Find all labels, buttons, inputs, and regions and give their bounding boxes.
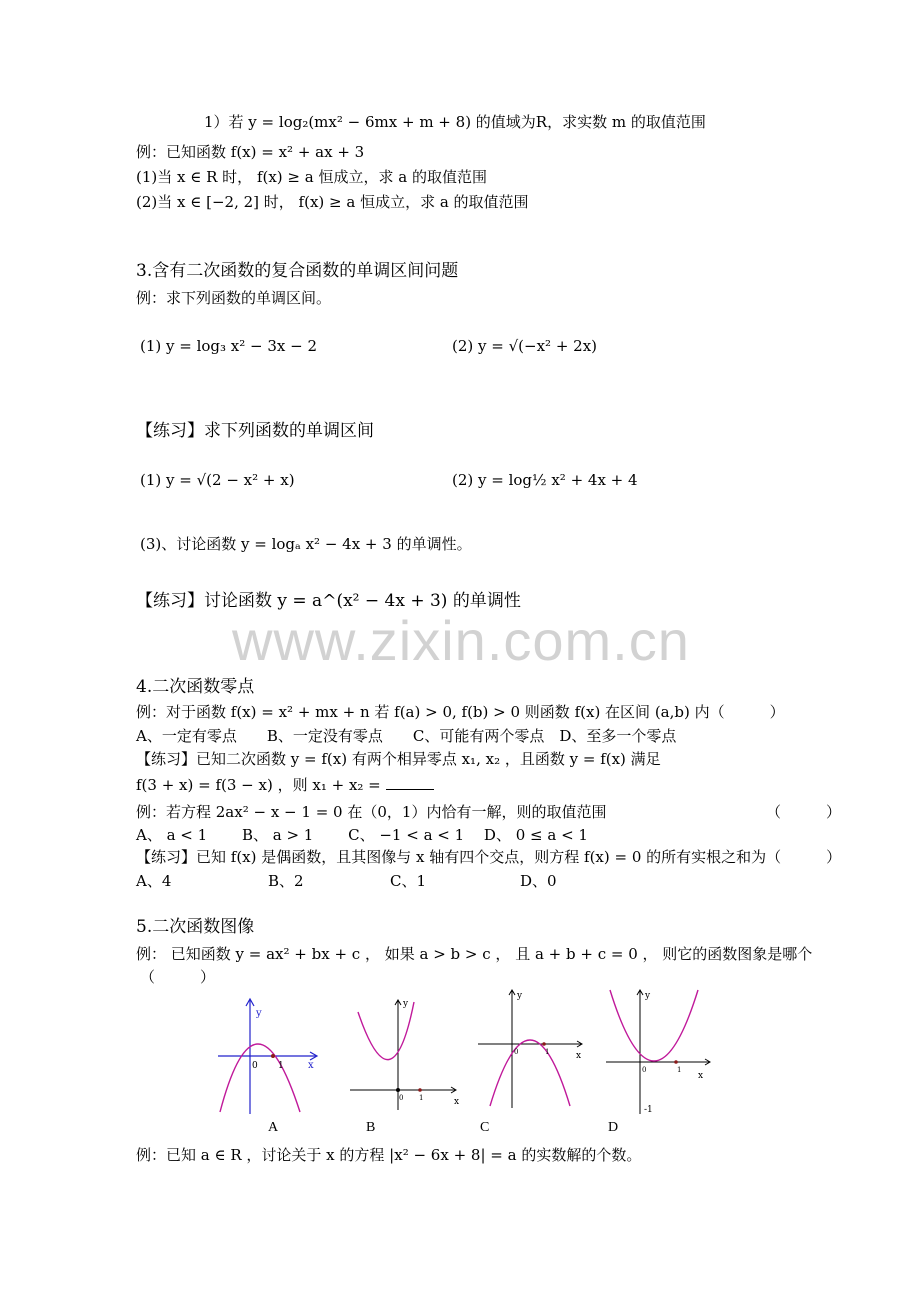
section-5-example-1-paren: （ ）	[140, 968, 216, 986]
section-4-example-2-options: A、 a < 1 B、 a > 1 C、 −1 < a < 1 D、 0 ≤ a < 1	[136, 826, 588, 844]
graph-label-a: A	[268, 1120, 279, 1135]
graph-a-y-label: y	[256, 1008, 262, 1019]
graph-c-parabola	[490, 1040, 570, 1106]
practice-1-equation: f(3 + x) = f(3 − x) ，则 x₁ + x₂ =	[136, 776, 381, 794]
section-4-practice-1-line-2	[136, 776, 434, 795]
graph-a-point	[271, 1054, 275, 1058]
graph-c-point	[542, 1042, 546, 1046]
graph-c-origin-label: 0	[514, 1048, 519, 1056]
graph-b-origin-label: 0	[399, 1094, 404, 1102]
option-b: B、2	[268, 872, 304, 890]
graph-c-one-label: 1	[545, 1048, 550, 1056]
graph-d-parabola	[610, 990, 698, 1061]
option-c: C、1	[390, 872, 427, 890]
practice-1-function-2: (2) y = log½ x² + 4x + 4	[452, 471, 638, 489]
graph-a-one-label: 1	[278, 1061, 284, 1071]
practice-2-heading: 【练习】讨论函数 y = a^(x² − 4x + 3) 的单调性	[136, 591, 521, 611]
graph-c-y-label: y	[517, 991, 523, 1001]
example-part-2: (2)当 x ∈ [−2, 2] 时， f(x) ≥ a 恒成立，求 a 的取值范围	[136, 193, 529, 211]
section-3-title: 3.含有二次函数的复合函数的单调区间问题	[136, 261, 459, 281]
option-a: A、4	[136, 872, 172, 890]
section-4-example-1-options: A、一定有零点 B、一定没有零点 C、可能有两个零点 D、至多一个零点	[136, 727, 677, 745]
graph-d-y-label: y	[645, 991, 651, 1001]
practice-1-heading: 【练习】求下列函数的单调区间	[136, 421, 374, 441]
problem-1: 1）若 y = log₂(mx² − 6mx + m + 8) 的值域为R，求实数 m 的取值范围	[204, 113, 706, 131]
graph-b-point	[418, 1088, 422, 1092]
section-5-example-2: 例：已知 a ∈ R ，讨论关于 x 的方程 |x² − 6x + 8| = a 的实数解的个数。	[136, 1146, 642, 1164]
graph-a	[212, 994, 324, 1116]
graph-c-x-label: x	[576, 1051, 582, 1061]
graph-d-origin-label: 0	[642, 1066, 647, 1074]
graph-b-parabola	[358, 1002, 414, 1060]
section-4-practice-1-line-1: 【练习】已知二次函数 y = f(x) 有两个相异零点 x₁, x₂ ，且函数 y = f(x) 满足	[136, 750, 661, 768]
graph-c	[474, 986, 588, 1114]
section-3-function-1: (1) y = log₃ x² − 3x − 2	[140, 337, 318, 355]
section-4-title: 4.二次函数零点	[136, 677, 255, 697]
graph-d	[602, 986, 716, 1118]
graph-a-x-label: x	[308, 1060, 314, 1071]
answer-blank[interactable]	[386, 789, 434, 790]
section-4-example-1: 例：对于函数 f(x) = x² + mx + n 若 f(a) > 0, f(b) > 0 则函数 f(x) 在区间 (a,b) 内（ ）	[136, 703, 785, 721]
graph-b-origin-point	[396, 1088, 400, 1092]
graph-a-parabola	[220, 1044, 300, 1112]
practice-1-function-3: (3)、讨论函数 y = logₐ x² − 4x + 3 的单调性。	[140, 535, 472, 553]
graph-d-one-label: 1	[677, 1066, 682, 1074]
example-part-1: (1)当 x ∈ R 时， f(x) ≥ a 恒成立，求 a 的取值范围	[136, 168, 487, 186]
section-5-example-1: 例： 已知函数 y = ax² + bx + c ， 如果 a > b > c ， 且 a + b + c = 0 ， 则它的函数图象是哪个	[136, 945, 813, 963]
section-4-example-2: 例：若方程 2ax² − x − 1 = 0 在（0，1）内恰有一解，则的取值范围	[136, 803, 607, 821]
graph-d-neg-one-label: -1	[644, 1105, 653, 1115]
graph-b	[346, 994, 464, 1112]
graph-label-c: C	[480, 1120, 490, 1135]
section-3-example: 例：求下列函数的单调区间。	[136, 289, 332, 307]
option-d: D、0	[520, 872, 557, 890]
section-5-title: 5.二次函数图像	[136, 917, 255, 937]
graph-d-point	[674, 1060, 678, 1064]
section-4-example-2-paren: （ ）	[766, 803, 842, 821]
graph-d-x-label: x	[698, 1071, 704, 1081]
graph-b-y-label: y	[403, 999, 409, 1009]
graph-label-b: B	[366, 1120, 376, 1135]
graph-b-x-label: x	[454, 1097, 460, 1107]
graph-b-one-label: 1	[419, 1094, 424, 1102]
example-heading: 例：已知函数 f(x) = x² + ax + 3	[136, 143, 365, 161]
watermark: www.zixin.com.cn	[232, 609, 690, 672]
section-3-function-2: (2) y = √(−x² + 2x)	[452, 337, 598, 355]
section-4-practice-2: 【练习】已知 f(x) 是偶函数，且其图像与 x 轴有四个交点，则方程 f(x) = 0 的所有实根之和为（ ）	[136, 848, 842, 866]
practice-1-function-1: (1) y = √(2 − x² + x)	[140, 471, 295, 489]
graph-a-origin-label: 0	[252, 1061, 258, 1071]
graph-label-d: D	[608, 1120, 619, 1135]
